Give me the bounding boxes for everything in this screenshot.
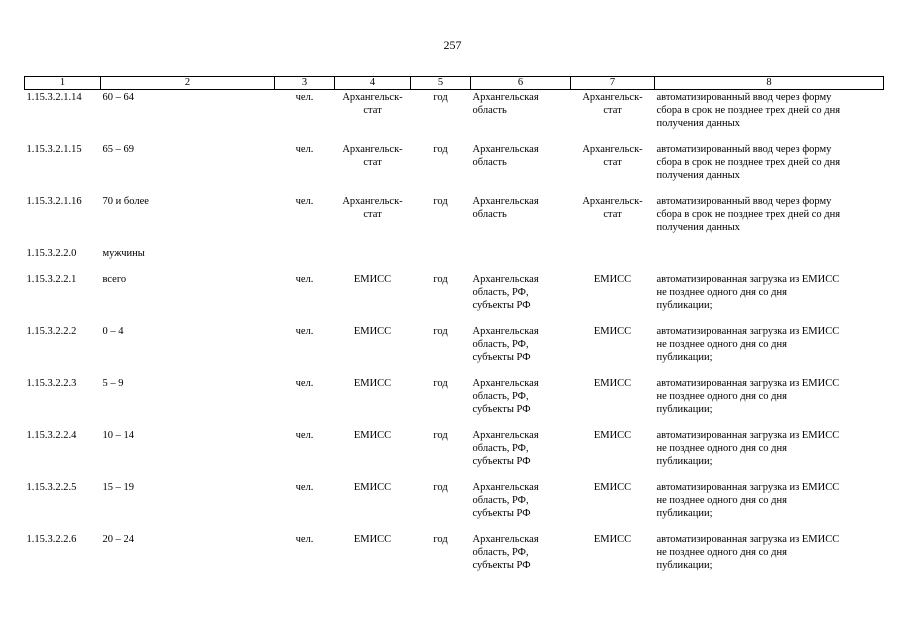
cell-territory: Архангельская область, РФ, субъекты РФ [472, 534, 539, 571]
cell-unit: чел. [295, 482, 314, 493]
cell-row-code: 1.15.3.2.2.5 [26, 482, 77, 493]
cell-territory: Архангельская область [472, 144, 539, 168]
cell-periodicity: год [433, 196, 448, 207]
cell-row-code: 1.15.3.2.2.6 [26, 534, 77, 545]
cell-periodicity: год [433, 534, 448, 545]
cell-row-code: 1.15.3.2.2.1 [26, 274, 77, 285]
cell-row-code: 1.15.3.2.2.3 [26, 378, 77, 389]
cell-source: ЕМИСС [353, 482, 392, 493]
cell-provider: ЕМИСС [593, 430, 632, 441]
cell-update-method: автоматизированный ввод через форму сбора в срок не позднее трех дней со дня получения данных [656, 92, 841, 129]
cell-indicator-name: мужчины [102, 248, 145, 259]
table-row [25, 429, 884, 481]
table-row [25, 377, 884, 429]
cell-update-method: автоматизированная загрузка из ЕМИСС не позднее одного дня со дня публикации; [656, 378, 840, 415]
cell-unit: чел. [295, 430, 314, 441]
cell-update-method: автоматизированный ввод через форму сбора в срок не позднее трех дней со дня получения данных [656, 144, 841, 181]
cell-row-code: 1.15.3.2.2.0 [26, 248, 77, 259]
cell-unit: чел. [295, 92, 314, 103]
cell-indicator-name: 60 – 64 [102, 92, 134, 103]
cell-update-method [655, 247, 884, 273]
column-number-row [25, 77, 884, 90]
cell-row-code: 1.15.3.2.1.16 [26, 196, 82, 207]
column-number: 3 [275, 77, 335, 90]
cell-territory [471, 247, 571, 273]
cell-periodicity: год [433, 482, 448, 493]
table-row [25, 90, 884, 144]
cell-territory: Архангельская область [472, 196, 539, 220]
cell-indicator-name: 70 и более [102, 196, 149, 207]
cell-source: ЕМИСС [353, 326, 392, 337]
cell-update-method: автоматизированная загрузка из ЕМИСС не позднее одного дня со дня публикации; [656, 534, 840, 571]
cell-row-code: 1.15.3.2.1.15 [26, 144, 82, 155]
cell-update-method: автоматизированная загрузка из ЕМИСС не позднее одного дня со дня публикации; [656, 326, 840, 363]
column-number: 1 [25, 77, 101, 90]
cell-indicator-name: 15 – 19 [102, 482, 134, 493]
cell-source: Архангельск- стат [342, 144, 403, 168]
cell-indicator-name: всего [102, 274, 127, 285]
cell-periodicity: год [433, 144, 448, 155]
cell-unit: чел. [295, 196, 314, 207]
table-row [25, 533, 884, 585]
cell-periodicity: год [433, 430, 448, 441]
cell-indicator-name: 65 – 69 [102, 144, 134, 155]
column-number: 6 [471, 77, 571, 90]
cell-unit [275, 247, 335, 273]
cell-indicator-name: 0 – 4 [102, 326, 124, 337]
column-number: 7 [571, 77, 655, 90]
cell-territory: Архангельская область, РФ, субъекты РФ [472, 482, 539, 519]
cell-update-method: автоматизированный ввод через форму сбора в срок не позднее трех дней со дня получения данных [656, 196, 841, 233]
cell-periodicity [411, 247, 471, 273]
cell-source: Архангельск- стат [342, 92, 403, 116]
cell-source: ЕМИСС [353, 378, 392, 389]
cell-unit: чел. [295, 534, 314, 545]
cell-row-code: 1.15.3.2.1.14 [26, 92, 82, 103]
cell-unit: чел. [295, 274, 314, 285]
column-number: 4 [335, 77, 411, 90]
cell-unit: чел. [295, 144, 314, 155]
cell-source: ЕМИСС [353, 430, 392, 441]
cell-provider: ЕМИСС [593, 534, 632, 545]
cell-provider: Архангельск- стат [582, 144, 643, 168]
table-row [25, 195, 884, 247]
cell-territory: Архангельская область, РФ, субъекты РФ [472, 326, 539, 363]
cell-source: ЕМИСС [353, 534, 392, 545]
cell-periodicity: год [433, 92, 448, 103]
column-number: 8 [655, 77, 884, 90]
cell-periodicity: год [433, 326, 448, 337]
cell-unit: чел. [295, 326, 314, 337]
cell-update-method: автоматизированная загрузка из ЕМИСС не позднее одного дня со дня публикации; [656, 274, 840, 311]
cell-row-code: 1.15.3.2.2.4 [26, 430, 77, 441]
cell-provider: ЕМИСС [593, 378, 632, 389]
table-row [25, 143, 884, 195]
cell-row-code: 1.15.3.2.2.2 [26, 326, 77, 337]
table-row [25, 481, 884, 533]
cell-provider: ЕМИСС [593, 482, 632, 493]
cell-provider [571, 247, 655, 273]
cell-periodicity: год [433, 274, 448, 285]
cell-update-method: автоматизированная загрузка из ЕМИСС не позднее одного дня со дня публикации; [656, 430, 840, 467]
cell-indicator-name: 10 – 14 [102, 430, 134, 441]
cell-provider: Архангельск- стат [582, 196, 643, 220]
cell-territory: Архангельская область [472, 92, 539, 116]
cell-indicator-name: 5 – 9 [102, 378, 124, 389]
table-row [25, 325, 884, 377]
cell-unit: чел. [295, 378, 314, 389]
cell-territory: Архангельская область, РФ, субъекты РФ [472, 274, 539, 311]
cell-update-method: автоматизированная загрузка из ЕМИСС не позднее одного дня со дня публикации; [656, 482, 840, 519]
cell-territory: Архангельская область, РФ, субъекты РФ [472, 378, 539, 415]
table-row [25, 273, 884, 325]
cell-periodicity: год [433, 378, 448, 389]
column-number: 2 [101, 77, 275, 90]
data-table [24, 76, 884, 585]
cell-territory: Архангельская область, РФ, субъекты РФ [472, 430, 539, 467]
cell-provider: Архангельск- стат [582, 92, 643, 116]
cell-provider: ЕМИСС [593, 274, 632, 285]
cell-source [335, 247, 411, 273]
page-number: 257 [443, 38, 462, 52]
cell-source: Архангельск- стат [342, 196, 403, 220]
table-row [25, 247, 884, 273]
cell-source: ЕМИСС [353, 274, 392, 285]
cell-provider: ЕМИСС [593, 326, 632, 337]
column-number: 5 [411, 77, 471, 90]
cell-indicator-name: 20 – 24 [102, 534, 134, 545]
